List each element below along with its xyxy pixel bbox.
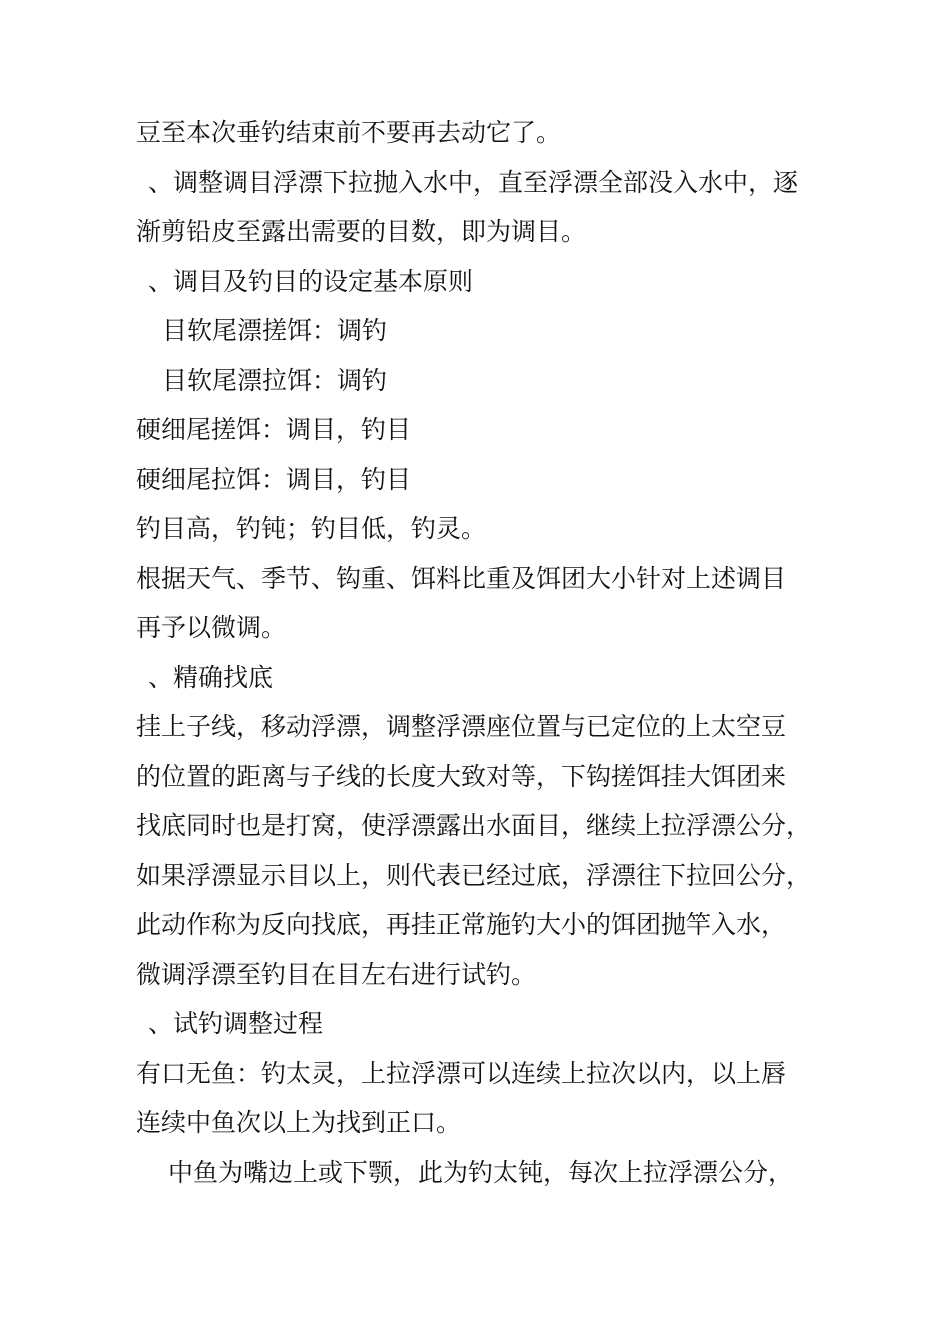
document-body — [136, 108, 826, 1197]
text-line: 找底同时也是打窝，使浮漂露出水面目，继续上拉浮漂公分， — [136, 811, 812, 840]
text-line: 、调目及钓目的设定基本原则 — [148, 266, 474, 296]
text-line: 的位置的距离与子线的长度大致对等，下钩搓饵挂大饵团来 — [136, 761, 787, 791]
text-line: 如果浮漂显示目以上，则代表已经过底，浮漂往下拉回公分， — [136, 860, 812, 890]
text-line: 此动作称为反向找底，再挂正常施钓大小的饵团抛竿入水， — [136, 910, 787, 939]
text-line: 微调浮漂至钓目在目左右进行试钓。 — [136, 959, 537, 989]
text-line: 钓目高，钓钝；钓目低，钓灵。 — [136, 514, 487, 543]
text-line: 连续中鱼次以上为找到正口。 — [136, 1108, 462, 1137]
text-line: 有口无鱼：钓太灵，上拉浮漂可以连续上拉次以内，以上唇 — [136, 1058, 787, 1088]
text-line: 挂上子线，移动浮漂，调整浮漂座位置与已定位的上太空豆 — [136, 712, 787, 741]
text-line: 豆至本次垂钓结束前不要再去动它了。 — [136, 118, 562, 147]
text-line: 硬细尾拉饵：调目，钓目 — [136, 464, 412, 494]
text-line: 中鱼为嘴边上或下颚，此为钓太钝，每次上拉浮漂公分， — [168, 1157, 794, 1187]
text-line: 、调整调目浮漂下拉抛入水中，直至浮漂全部没入水中，逐 — [148, 167, 799, 197]
text-line: 硬细尾搓饵：调目，钓目 — [136, 415, 412, 444]
text-line: 、精确找底 — [148, 662, 274, 692]
text-line: 根据天气、季节、钩重、饵料比重及饵团大小针对上述调目 — [136, 563, 787, 593]
text-line: 再予以微调。 — [136, 613, 287, 642]
text-line: 渐剪铅皮至露出需要的目数，即为调目。 — [136, 217, 587, 246]
text-line: 、试钓调整过程 — [148, 1009, 324, 1038]
text-line: 目软尾漂搓饵：调钓 — [162, 316, 388, 345]
text-line: 目软尾漂拉饵：调钓 — [162, 365, 388, 395]
